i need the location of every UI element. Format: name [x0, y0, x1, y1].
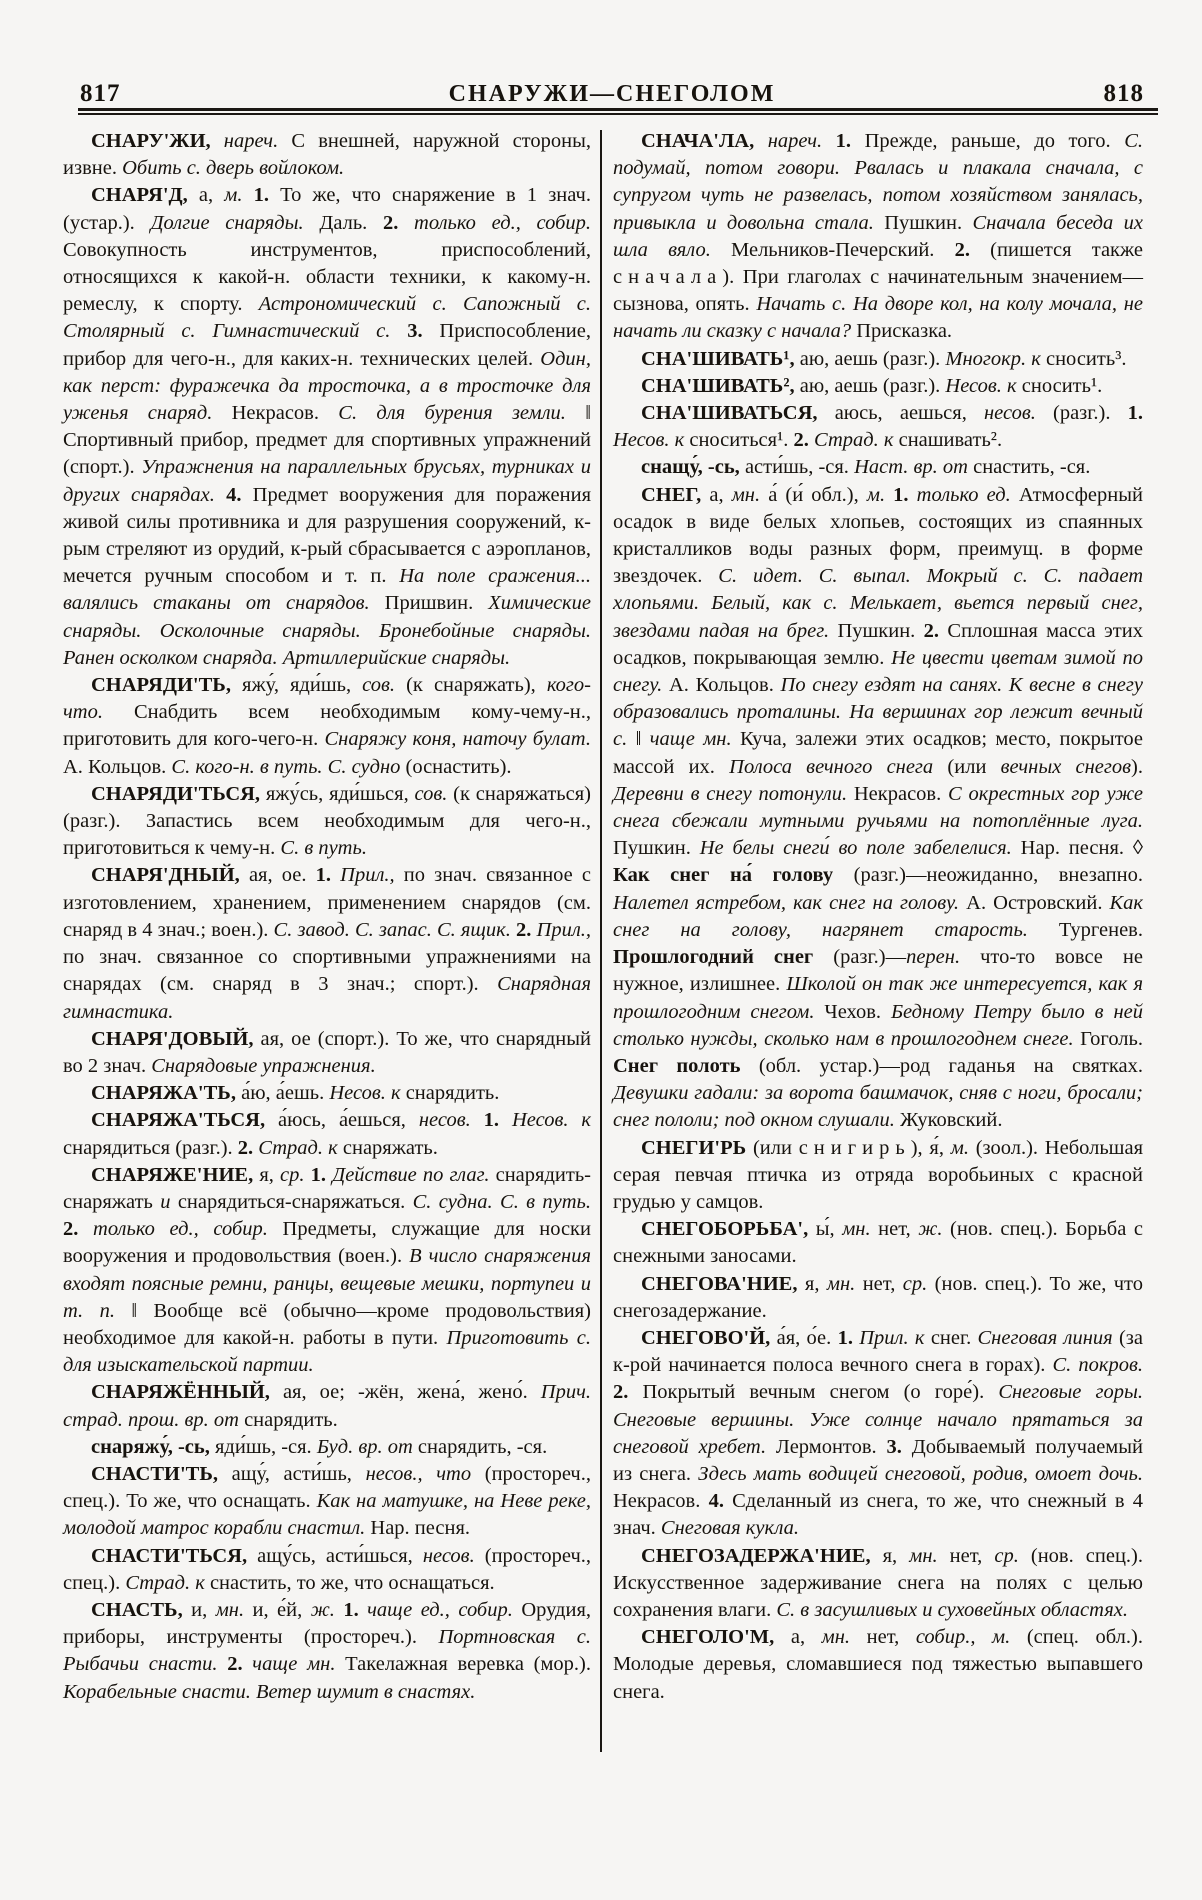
column-divider-rule — [600, 130, 602, 1752]
entry-text-run: 1. — [334, 1598, 359, 1621]
entry-text-run: 2. — [63, 1218, 79, 1241]
entry-text-run: (нов. спец.). То же, что снегозадержание. — [613, 1272, 1143, 1322]
entry-text-run: и, е́й, — [244, 1598, 303, 1621]
entry-text-run: ащу́сь, асти́шься, — [247, 1544, 413, 1567]
entry-text-run: Снаряжу коня, наточу булат. — [318, 728, 591, 751]
dictionary-entry — [613, 373, 1143, 400]
entry-text-run: С. идет. С. выпал. Мокрый с. С. падает хлопьями. Белый, как с. Мелькает, вьется первый снег, звездами падая на брег. — [613, 565, 1143, 642]
entry-text-run: Предмет вооружения для поражения живой силы противника и для разрушения сооружений, к-рым стреляют из орудий, к-рый сбрасывается с аэропланов, мечется ручным способом и т. п. — [63, 483, 591, 588]
entry-text-run: Страд. к — [808, 429, 894, 452]
entry-text-run: Совокупность инструментов, приспособлений, относящихся к какой-н. области техники, к какому-н. ремеслу, к спорту. — [63, 238, 591, 316]
entry-text-run: Как на матушке, на Неве реке, молодой матрос корабли снастил. — [63, 1490, 591, 1540]
headword: СНЕГИ'РЬ — [641, 1136, 747, 1159]
entry-text-run: 2. — [934, 238, 970, 261]
page-title: СНАРУЖИ—СНЕГОЛОМ — [448, 81, 776, 107]
entry-text-run: сноситься¹. — [684, 429, 789, 452]
entry-text-run: Пришвин. — [369, 592, 474, 615]
entry-text-run: 1. — [831, 1326, 853, 1349]
headword: СНАРЯ'Д, — [91, 184, 188, 207]
dictionary-entry — [613, 1216, 1143, 1270]
entry-text-run: Чехов. — [814, 1000, 882, 1023]
headword: СНАСТИ'ТЬСЯ, — [91, 1544, 248, 1567]
entry-text-run: снастить, -ся. — [967, 456, 1091, 479]
entry-text-run: (за к-рой начинается полоса вечного снега в горах). — [613, 1326, 1143, 1377]
entry-text-run: м. — [943, 1136, 969, 1159]
entry-text-run: асти́шь, -ся. — [739, 456, 849, 479]
entry-text-run: Корабельные снасти. Ветер шумит в снастях. — [63, 1680, 476, 1703]
entry-text-run: мн. — [207, 1598, 245, 1621]
entry-text-run: сносить³. — [1040, 347, 1127, 370]
entry-text-run: чаще мн. — [649, 728, 732, 751]
headword: СНАРЯ'ДНЫЙ, — [91, 864, 240, 887]
entry-text-run: сначала — [613, 266, 723, 289]
entry-text-run: Один, как перст: фуражечка да тросточка, а в тросточке для уженья снаряд. — [63, 347, 591, 425]
entry-text-run: ‖ — [627, 728, 650, 751]
entry-text-run: Деревни в снегу потонули. — [613, 782, 848, 805]
entry-text-run: (или — [933, 755, 987, 778]
entry-text-run: 2. — [217, 1653, 243, 1676]
entry-text-run: только ед. — [908, 483, 1011, 506]
entry-text-run: чаще ед., собир. — [358, 1598, 513, 1621]
headword: СНАРЯЖА'ТЬ, — [91, 1082, 236, 1105]
entry-text-run: Прил. к — [852, 1326, 925, 1349]
headword: СНЕГОЛО'М, — [641, 1626, 775, 1649]
entry-text-run: Несов. к — [940, 374, 1017, 397]
entry-text-run: Школой он так же интересуется, как я прошлогодним снегом. — [613, 973, 1143, 1023]
dictionary-entry — [613, 454, 1143, 481]
entry-text-run: м. — [213, 184, 243, 207]
dictionary-entry — [63, 672, 591, 781]
dictionary-entry — [613, 1325, 1143, 1543]
entry-text-run: мн. — [805, 1626, 851, 1649]
entry-text-run: Астрономический с. Сапожный с. Столярный с. Гимнастический с. — [63, 293, 591, 343]
entry-text-run: Лермонтов. — [766, 1435, 877, 1458]
entry-text-run: С. для бурения земли. — [318, 402, 566, 425]
entry-text-run: сов. — [351, 674, 396, 697]
entry-text-run: Орудия, приборы, инструменты (простореч.). — [63, 1598, 592, 1649]
entry-text-run: Как снег на́ голову — [613, 864, 834, 887]
entry-text-run: Жуковский. — [894, 1109, 1003, 1132]
entry-text-run: Нар. песня. — [1011, 837, 1133, 860]
entry-text-run: Химические снаряды. Осколочные снаряды. Бронебойные снаряды. Ранен осколком снаряда. Артиллерийские снаряды. — [63, 592, 591, 669]
headword: СНАРЯДИ'ТЬ, — [91, 674, 231, 697]
headword: СНЕГОВО'Й, — [641, 1326, 771, 1349]
entry-text-run: Присказка. — [851, 320, 953, 343]
headword: СНА'ШИВАТЬСЯ, — [641, 402, 818, 425]
entry-text-run: Несов. к — [499, 1109, 591, 1132]
dictionary-entry — [613, 128, 1143, 346]
entry-text-run: и, — [182, 1598, 208, 1621]
entry-text-run: Снеговые горы. Снеговые вершины. Уже солнце начало прятаться за снеговой хребет. — [613, 1381, 1143, 1458]
entry-text-run: ‖ Вообще всё (обычно—кроме продовольствия) необходимое для какой-н. работы в пути. — [63, 1299, 591, 1349]
entry-text-run: перен. — [906, 946, 961, 969]
entry-text-run: а́ю, а́ешь. — [235, 1082, 325, 1105]
headword: СНАРЯДИ'ТЬСЯ, — [91, 782, 261, 805]
entry-text-run: Наст. вр. от — [848, 456, 968, 479]
entry-text-run: ‖ Спортивный прибор, предмет для спортивных упражнений (спорт.). — [63, 402, 591, 479]
entry-text-run: (спец. обл.). Молодые деревья, сломавшиеся под тяжестью выпавшего снега. — [613, 1626, 1143, 1703]
entry-text-run: Куча, залежи этих осадков; место, покрытое массой их. — [613, 728, 1143, 778]
dictionary-entry — [63, 1461, 591, 1543]
entry-text-run: по знач. связанное с изготовлением, хранением, применением снарядов (см. снаряд в 4 знач.; воен.). — [63, 864, 592, 941]
entry-text-run: Покрытый вечным снегом (о горе́). — [628, 1381, 985, 1404]
entry-text-run: я, — [253, 1163, 274, 1186]
entry-text-run: и — [152, 1190, 171, 1213]
dictionary-entry — [613, 400, 1143, 454]
entry-text-run: мн. — [819, 1272, 856, 1295]
entry-text-run: ср. — [273, 1163, 305, 1186]
entry-text-run: Обить с. дверь войлоком. — [116, 157, 345, 180]
entry-text-run: (нов. спец.). Искусственное задерживание снега на полях с целью сохранения влаги. — [613, 1544, 1143, 1621]
entry-text-run: мн. — [834, 1218, 871, 1241]
dictionary-entry — [63, 1162, 591, 1380]
entry-text-run: чаще мн. — [242, 1653, 336, 1676]
entry-text-run: 4. — [700, 1490, 724, 1513]
entry-text-run: Не цвести цветам зимой по снегу. — [613, 646, 1143, 697]
entry-text-run: (или — [746, 1136, 799, 1159]
entry-text-run: Сделанный из снега, то же, что снежный в 4 знач. — [613, 1490, 1143, 1540]
dictionary-entry — [613, 1271, 1143, 1325]
entry-text-run: 1. — [822, 130, 852, 152]
entry-text-run: Гоголь. — [1073, 1027, 1143, 1050]
entry-text-run: Начать с. На дворе кол, на колу мочала, не начать ли сказку с начала? — [613, 293, 1143, 343]
entry-text-run: снарядить, -ся. — [412, 1435, 548, 1458]
entry-text-run: снастить, то же, что оснащаться. — [204, 1571, 495, 1594]
dictionary-entry — [613, 1135, 1143, 1217]
entry-text-run: Снарядная гимнастика. — [63, 973, 591, 1023]
entry-text-run: (разг.)— — [813, 946, 907, 969]
entry-text-run: Упражнения на параллельных брусьях, турниках и других снарядах. — [63, 456, 591, 506]
headword: снащу́, -сь, — [641, 456, 740, 479]
headword: СНА'ШИВАТЬ¹, — [641, 347, 795, 370]
entry-text-run: Некрасов. — [212, 402, 319, 425]
entry-text-run: (оснастить). — [400, 755, 512, 778]
entry-text-run: яди́шь, -ся. — [209, 1435, 312, 1458]
entry-text-run: Снеговая линия — [971, 1326, 1113, 1349]
dictionary-entry — [63, 862, 591, 1025]
entry-text-run: ж. — [910, 1218, 943, 1241]
entry-text-run: С. кого-н. в путь. С. судно — [166, 755, 401, 778]
entry-text-run: снарядить-снаряжать — [63, 1163, 591, 1213]
entry-text-run: яжу́сь, яди́шься, — [260, 782, 409, 805]
entry-text-run: а́я, о́е. — [770, 1326, 832, 1349]
dictionary-entry — [613, 1543, 1143, 1625]
entry-text-run: нет, — [850, 1626, 900, 1649]
entry-text-run: ая, ое (спорт.). То же, что снарядный во 2 знач. — [63, 1027, 591, 1077]
entry-text-run: 2. — [232, 1136, 254, 1159]
entry-text-run: нареч. — [210, 130, 279, 152]
headword: снаряжу́, -сь, — [91, 1435, 210, 1458]
entry-text-run: ср. — [982, 1544, 1019, 1567]
entry-text-run: а, — [774, 1626, 806, 1649]
entry-text-run: ащу́, асти́шь, — [218, 1462, 352, 1485]
entry-text-run: (пишется также — [970, 238, 1144, 261]
entry-text-run: а́юсь, а́ешься, — [265, 1109, 406, 1132]
entry-text-run: кого-что. — [63, 674, 591, 724]
entry-text-run: А. Кольцов. — [63, 755, 167, 778]
entry-text-run: я, — [870, 1544, 898, 1567]
entry-text-run: Некрасов. — [847, 782, 942, 805]
headword: СНЕГОЗАДЕРЖА'НИЕ, — [641, 1544, 871, 1567]
entry-text-run: А. Кольцов. — [662, 674, 774, 697]
entry-text-run: Тургенев. — [1027, 918, 1143, 941]
entry-text-run: снарядить. — [400, 1082, 500, 1105]
entry-text-run: А. Островский. — [959, 891, 1103, 914]
dictionary-entry — [63, 1379, 591, 1433]
entry-text-run: нет, — [870, 1218, 911, 1241]
idiom-diamond-icon: ◊ — [1132, 837, 1144, 860]
entry-text-run: (простореч., спец.). — [63, 1544, 591, 1594]
entry-text-run: С. завод. С. запас. С. ящик. — [268, 918, 511, 941]
headword: СНАРЯЖЕ'НИЕ, — [91, 1163, 254, 1186]
entry-text-run: С окрестных гор уже снега сбежали мутными ручьями на потоплённые луга. — [613, 782, 1143, 833]
entry-text-run: Пушкин. — [613, 837, 691, 860]
entry-text-run: (обл. устар.)—род гаданья на святках. — [740, 1054, 1143, 1077]
entry-text-run: а, — [701, 483, 724, 506]
running-head — [80, 80, 1144, 108]
entry-text-run: 1. — [470, 1109, 500, 1132]
entry-text-run: 2. — [367, 211, 399, 234]
headword: СНАРЯ'ДОВЫЙ, — [91, 1027, 254, 1050]
entry-text-run: Портновская с. Рыбачьи снасти. — [63, 1626, 591, 1676]
dictionary-entry — [63, 1543, 591, 1597]
entry-text-run: ы́, — [808, 1218, 835, 1241]
entry-text-run: 2. — [510, 918, 532, 941]
entry-text-run: Долгие снаряды. — [134, 211, 304, 234]
entry-text-run: Сначала беседа их шла вяло. — [613, 211, 1143, 261]
entry-text-run: Не белы снеги́ во поле забелелися. — [690, 837, 1012, 860]
entry-text-run: 2. — [788, 429, 809, 452]
entry-text-run: снашивать². — [893, 429, 1003, 452]
header-double-rule — [78, 108, 1158, 115]
entry-text-run: Прил., — [331, 864, 395, 887]
entry-text-run: С. подумай, потом говори. Рвалась и плакала сначала, с супругом чуть не развелась, потом хозяйством занялась, привыкла и довольна стала. — [613, 130, 1144, 234]
entry-text-run: С. судна. С. в путь. — [405, 1190, 592, 1213]
entry-text-run: ). При глаголах с начинательным значением—сызнова, опять. — [613, 266, 1143, 316]
entry-text-run: Как снег на голову, нагрянет старость. — [613, 891, 1143, 941]
entry-text-run: (зоол.). Небольшая серая певчая птичка из отряда воробьиных с красной грудью у самцов. — [613, 1136, 1143, 1213]
dictionary-entry — [63, 128, 591, 182]
entry-text-run: Такелажная веревка (мор.). — [335, 1653, 592, 1676]
entry-text-run: Атмосферный осадок в виде белых хлопьев, состоящих из спаянных кристалликов воды разных форм, преимущ. в форме звездочек. — [613, 483, 1143, 588]
entry-text-run: Полоса вечного снега — [714, 755, 934, 778]
entry-text-run: ). — [1131, 755, 1143, 778]
entry-text-run: (разг.)—неожиданно, внезапно. — [833, 864, 1143, 887]
entry-text-run: С внешней, наружной стороны, извне. — [63, 130, 591, 180]
entry-text-run: ж. — [302, 1598, 335, 1621]
entry-text-run: 1. — [885, 483, 909, 506]
entry-text-run: несов., что — [351, 1462, 472, 1485]
entry-text-run: Прич. страд. прош. вр. от — [63, 1381, 591, 1431]
left-column — [63, 128, 591, 1706]
headword: СНЕГОВА'НИЕ, — [641, 1272, 798, 1295]
page-number-left: 817 — [80, 80, 121, 107]
entry-text-run: Бедному Петру было в ней столько нужды, сколько нам в прошлогоднем снеге. — [613, 1000, 1143, 1050]
right-column — [613, 128, 1143, 1706]
entry-text-run: что-то вовсе не нужное, излишнее. — [613, 946, 1143, 996]
entry-text-run: по знач. связанное со спортивными упражнениями на снарядах (см. снаряд в 3 знач.; спорт.). — [63, 946, 591, 996]
entry-text-run: нет, — [855, 1272, 896, 1295]
entry-text-run: Сплошная масса этих осадков, покрывающая землю. — [613, 619, 1143, 669]
entry-text-run: (разг.). — [1035, 402, 1111, 425]
headword: СНАРУ'ЖИ, — [91, 130, 211, 152]
headword: СНЕГОБОРЬБА', — [641, 1218, 809, 1241]
entry-text-run: снарядиться (разг.). — [63, 1136, 233, 1159]
dictionary-entry — [63, 1080, 591, 1107]
headword: СНА'ШИВАТЬ², — [641, 374, 795, 397]
entry-text-run: Даль. — [303, 211, 368, 234]
entry-text-run: То же, что снаряжение в 1 знач. (устар.). — [63, 184, 591, 234]
dictionary-entry — [613, 482, 1143, 1135]
entry-text-run: (к снаряжать), — [395, 674, 536, 697]
page-number-right: 818 — [1103, 80, 1144, 107]
entry-text-run: несов. — [412, 1544, 475, 1567]
entry-text-run: Девушки гадали: за ворота башмачок, сняв с ноги, бросали; снег пололи; под окном слушали. — [613, 1082, 1143, 1132]
dictionary-entry — [63, 781, 591, 863]
entry-text-run: На поле сражения... валялись стаканы от снарядов. — [63, 565, 591, 615]
entry-text-run: снег. — [924, 1326, 972, 1349]
dictionary-entry — [613, 1624, 1143, 1706]
entry-text-run: 3. — [390, 320, 423, 343]
entry-text-run: аю, аешь (разг.). — [794, 374, 941, 397]
entry-text-run: Снарядовые упражнения. — [146, 1054, 376, 1077]
entry-text-run: Прошлогодний снег — [613, 946, 814, 969]
entry-text-run: Прежде, раньше, до того. — [851, 130, 1111, 152]
entry-text-run: Страд. к — [253, 1136, 338, 1159]
entry-text-run: сов. — [408, 782, 448, 805]
entry-text-run: Пушкин. — [829, 619, 916, 642]
dictionary-entry — [63, 1107, 591, 1161]
entry-text-run: В число снаряжения входят поясные ремни, ранцы, вещевые мешки, портупеи и т. п. — [63, 1245, 592, 1322]
entry-text-run: а, — [187, 184, 214, 207]
entry-text-run: вечных снегов — [986, 755, 1132, 778]
entry-text-run: Предметы, служащие для носки вооружения и продовольствия (воен.). — [63, 1218, 591, 1268]
entry-text-run: 1. — [304, 1163, 327, 1186]
entry-text-run: 1. — [242, 184, 269, 207]
headword: СНАЧА'ЛА, — [641, 130, 755, 152]
entry-text-run: Снеговая кукла. — [655, 1517, 800, 1540]
entry-text-run: ), я́, — [910, 1136, 944, 1159]
entry-text-run: Прил., — [531, 918, 592, 941]
entry-text-run: мн. — [897, 1544, 938, 1567]
entry-text-run: Некрасов. — [613, 1490, 701, 1513]
entry-text-run: С. в путь. — [275, 837, 367, 860]
entry-text-run: несов. — [966, 402, 1036, 425]
entry-text-run: Многокр. к — [940, 347, 1041, 370]
headword: СНАСТИ'ТЬ, — [91, 1462, 219, 1485]
dictionary-entry — [63, 1434, 591, 1461]
headword: СНЕГ, — [641, 483, 702, 506]
entry-text-run: а́ (и́ обл.), — [760, 483, 859, 506]
entry-text-run: нареч. — [754, 130, 823, 152]
entry-text-run: ая, ое. — [239, 864, 307, 887]
entry-text-run: Действие по глаг. — [326, 1163, 490, 1186]
entry-text-run: аю, аешь (разг.). — [794, 347, 941, 370]
entry-text-run: 1. — [1110, 402, 1143, 425]
entry-text-run: Несов. к — [613, 429, 685, 452]
entry-text-run: Пушкин. — [873, 211, 963, 234]
entry-text-run: собир., м. — [899, 1626, 1011, 1649]
entry-text-run: Приготовить с. для изыскательской партии. — [63, 1326, 591, 1377]
dictionary-entry — [63, 1026, 591, 1080]
entry-text-run: только ед., собир. — [398, 211, 591, 234]
entry-text-run: (к снаряжаться) (разг.). Запастись всем необходимым для чего-н., приготовиться к чему-н. — [63, 782, 591, 860]
entry-text-run: (нов. спец.). Борьба с снежными заносами. — [613, 1218, 1143, 1268]
entry-text-run: 4. — [214, 483, 242, 506]
entry-text-run: снаряжать. — [337, 1136, 438, 1159]
headword: СНАСТЬ, — [91, 1598, 183, 1621]
entry-text-run: снарядиться-снаряжаться. — [170, 1190, 406, 1213]
entry-text-run: м. — [858, 483, 886, 506]
entry-text-run: Мельников-Печерский. — [710, 238, 935, 261]
entry-text-run: С. в засушливых и суховейных областях. — [771, 1598, 1128, 1621]
entry-text-run: Добываемый получаемый из снега. — [613, 1435, 1144, 1485]
entry-text-run: ая, ое; -жён, жена́, жено́. — [269, 1381, 528, 1404]
dictionary-entry — [63, 182, 591, 672]
entry-text-run: (простореч., спец.). То же, что оснащать. — [63, 1462, 591, 1513]
entry-text-run: аюсь, аешься, — [817, 402, 967, 425]
entry-text-run: Страд. к — [120, 1571, 205, 1594]
entry-text-run: ср. — [895, 1272, 928, 1295]
entry-text-run: 1. — [306, 864, 332, 887]
entry-text-run: Снег полоть — [613, 1054, 741, 1077]
entry-text-run: Нар. песня. — [365, 1517, 470, 1540]
entry-text-run: Буд. вр. от — [311, 1435, 413, 1458]
entry-text-run: 3. — [876, 1435, 902, 1458]
entry-text-run: По снегу ездят на санях. К весне в снегу образовались проталины. На вершинах гор лежит вечный с. — [613, 674, 1143, 751]
dictionary-entry — [613, 346, 1143, 373]
entry-text-run: я, — [797, 1272, 820, 1295]
text-columns — [63, 128, 1143, 1752]
entry-text-run: нет, — [937, 1544, 983, 1567]
entry-text-run: снарядить. — [238, 1408, 338, 1431]
entry-text-run: С. покров. — [1045, 1354, 1143, 1377]
entry-text-run: 2. — [613, 1381, 629, 1404]
entry-text-run: несов. — [405, 1109, 471, 1132]
entry-text-run: Налетел ястребом, как снег на голову. — [613, 891, 960, 914]
entry-text-run: Здесь мать водицей снеговой, родив, омоет дочь. — [691, 1462, 1143, 1485]
entry-text-run: яжу́, яди́шь, — [230, 674, 352, 697]
dictionary-entry — [63, 1597, 591, 1706]
entry-text-run: только ед., собир. — [78, 1218, 268, 1241]
entry-text-run: Снабдить всем необходимым кому-чему-н., приготовить для кого-чего-н. — [63, 701, 591, 751]
entry-text-run: Приспособление, прибор для чего-н., для каких-н. технических целей. — [63, 320, 592, 370]
entry-text-run: Несов. к — [324, 1082, 401, 1105]
entry-text-run: мн. — [723, 483, 761, 506]
entry-text-run: снигирь — [798, 1136, 911, 1159]
headword: СНАРЯЖЁННЫЙ, — [91, 1381, 270, 1404]
entry-text-run: сносить¹. — [1016, 374, 1103, 397]
headword: СНАРЯЖА'ТЬСЯ, — [91, 1109, 266, 1132]
entry-text-run: 2. — [915, 619, 940, 642]
